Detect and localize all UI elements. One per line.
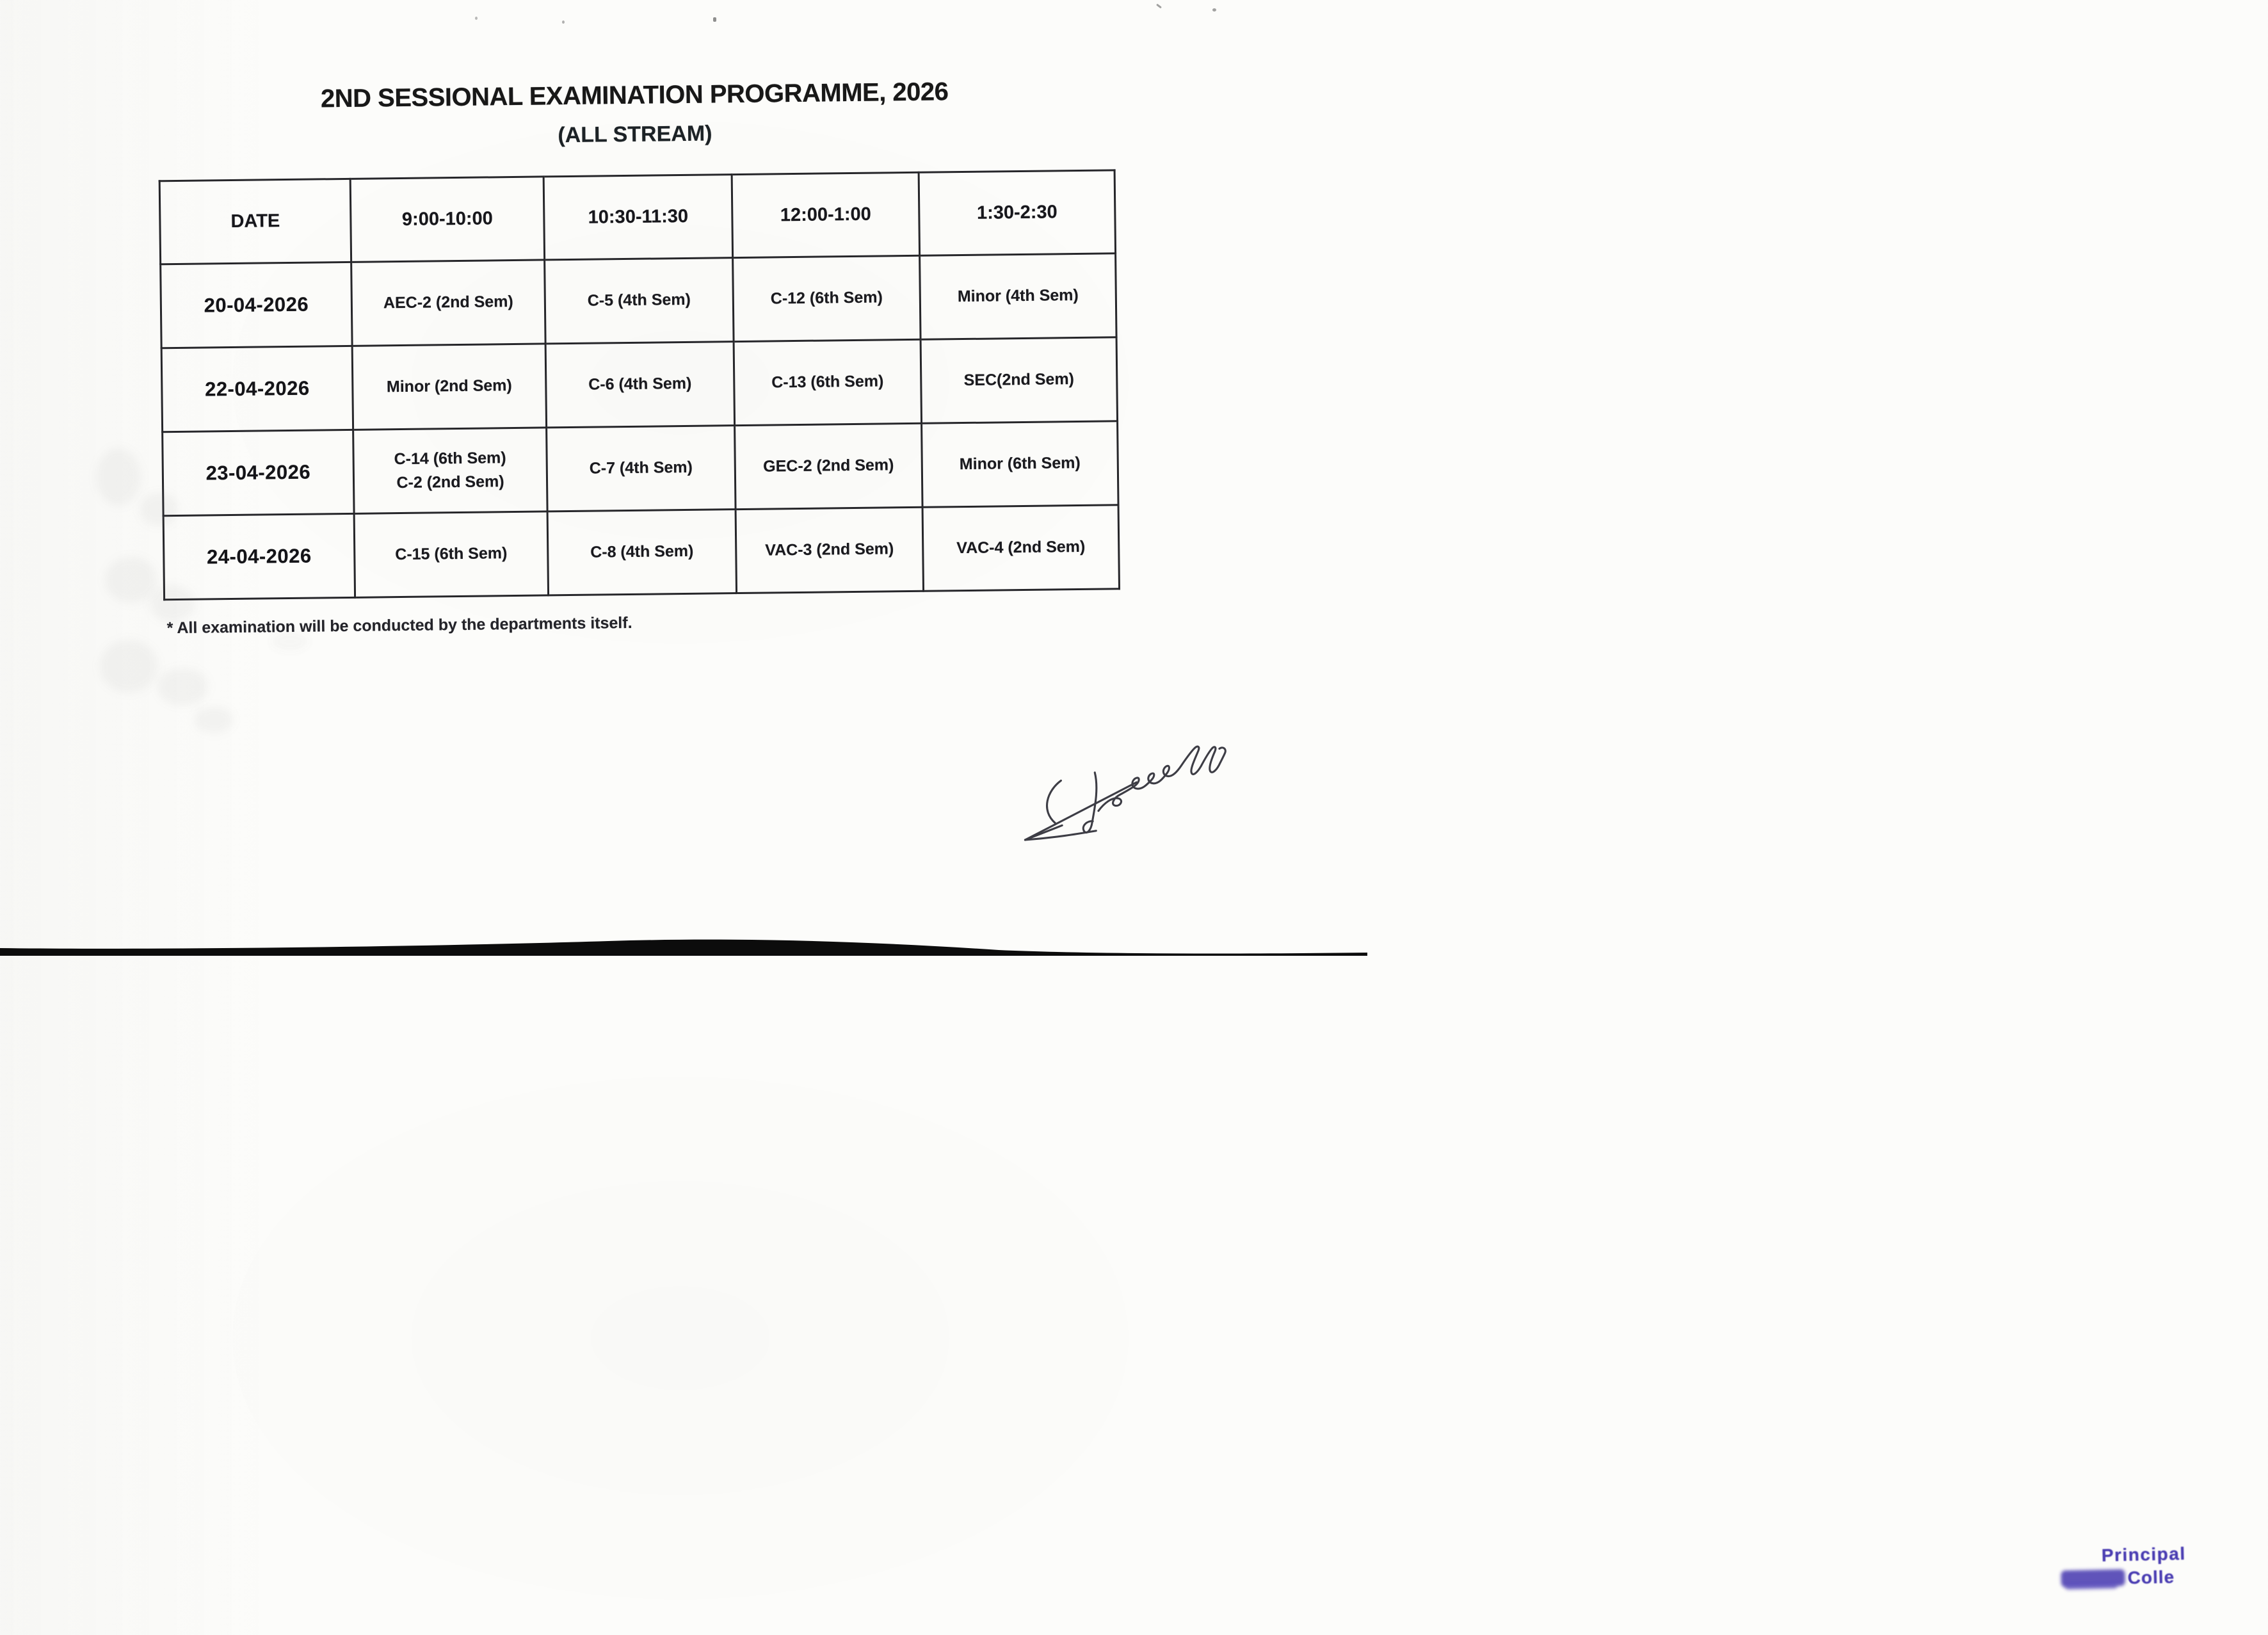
table-row	[163, 505, 1119, 600]
exam-cell: VAC-4 (2nd Sem)	[922, 505, 1119, 591]
date-cell: 20-04-2026	[161, 262, 352, 348]
exam-cell: GEC-2 (2nd Sem)	[735, 423, 922, 509]
date-cell: 24-04-2026	[163, 513, 355, 599]
exam-cell: AEC-2 (2nd Sem)	[351, 260, 545, 346]
document-subtitle: (ALL STREAM)	[558, 121, 712, 148]
scan-smudge	[271, 632, 309, 652]
header-slot-3: 12:00-1:00	[732, 172, 919, 257]
table-row	[161, 254, 1116, 348]
exam-cell: C-13 (6th Sem)	[734, 339, 921, 425]
table-row	[161, 337, 1117, 432]
date-cell: 23-04-2026	[163, 430, 354, 515]
exam-schedule-table	[159, 169, 1120, 600]
exam-cell: VAC-3 (2nd Sem)	[736, 507, 923, 593]
scan-smudge	[104, 556, 157, 603]
document-title: 2ND SESSIONAL EXAMINATION PROGRAMME, 2026	[320, 77, 949, 113]
principal-signature	[997, 727, 1273, 865]
dust-speck	[562, 20, 565, 24]
stamp-college: Colle	[2127, 1567, 2175, 1588]
exam-cell: Minor (2nd Sem)	[352, 344, 546, 430]
table-row	[163, 421, 1118, 516]
exam-cell: Minor (6th Sem)	[922, 421, 1118, 507]
header-slot-1: 9:00-10:00	[350, 177, 544, 262]
exam-cell: C-15 (6th Sem)	[354, 511, 548, 597]
scan-smudge	[157, 668, 209, 705]
principal-stamp	[2055, 1536, 2267, 1611]
signature-block	[997, 727, 2186, 1588]
exam-cell: SEC(2nd Sem)	[921, 337, 1117, 423]
stamp-title: Principal	[2101, 1543, 2186, 1565]
exam-cell: C-14 (6th Sem) C-2 (2nd Sem)	[353, 428, 547, 513]
exam-cell: C-7 (4th Sem)	[547, 426, 736, 511]
header-slot-4: 1:30-2:30	[919, 170, 1115, 255]
header-date: DATE	[159, 179, 351, 264]
scan-smudge	[150, 585, 195, 623]
exam-cell: C-5 (4th Sem)	[545, 258, 734, 344]
exam-cell: C-6 (4th Sem)	[545, 342, 734, 428]
scan-smudge	[195, 706, 233, 734]
exam-cell: Minor (4th Sem)	[920, 254, 1116, 339]
dust-speck	[1212, 8, 1216, 12]
footnote: * All examination will be conducted by the departments itself.	[166, 613, 632, 638]
dust-speck	[713, 17, 716, 22]
stamp-ink-smear	[2065, 1582, 2118, 1590]
header-slot-2: 10:30-11:30	[543, 175, 732, 260]
exam-cell: C-12 (6th Sem)	[733, 255, 921, 341]
scan-smudge	[99, 640, 159, 693]
date-cell: 22-04-2026	[161, 346, 353, 431]
scan-smudge	[95, 448, 141, 506]
dust-speck	[475, 17, 478, 20]
exam-cell: C-8 (4th Sem)	[547, 510, 736, 595]
table-header-row	[159, 170, 1115, 264]
